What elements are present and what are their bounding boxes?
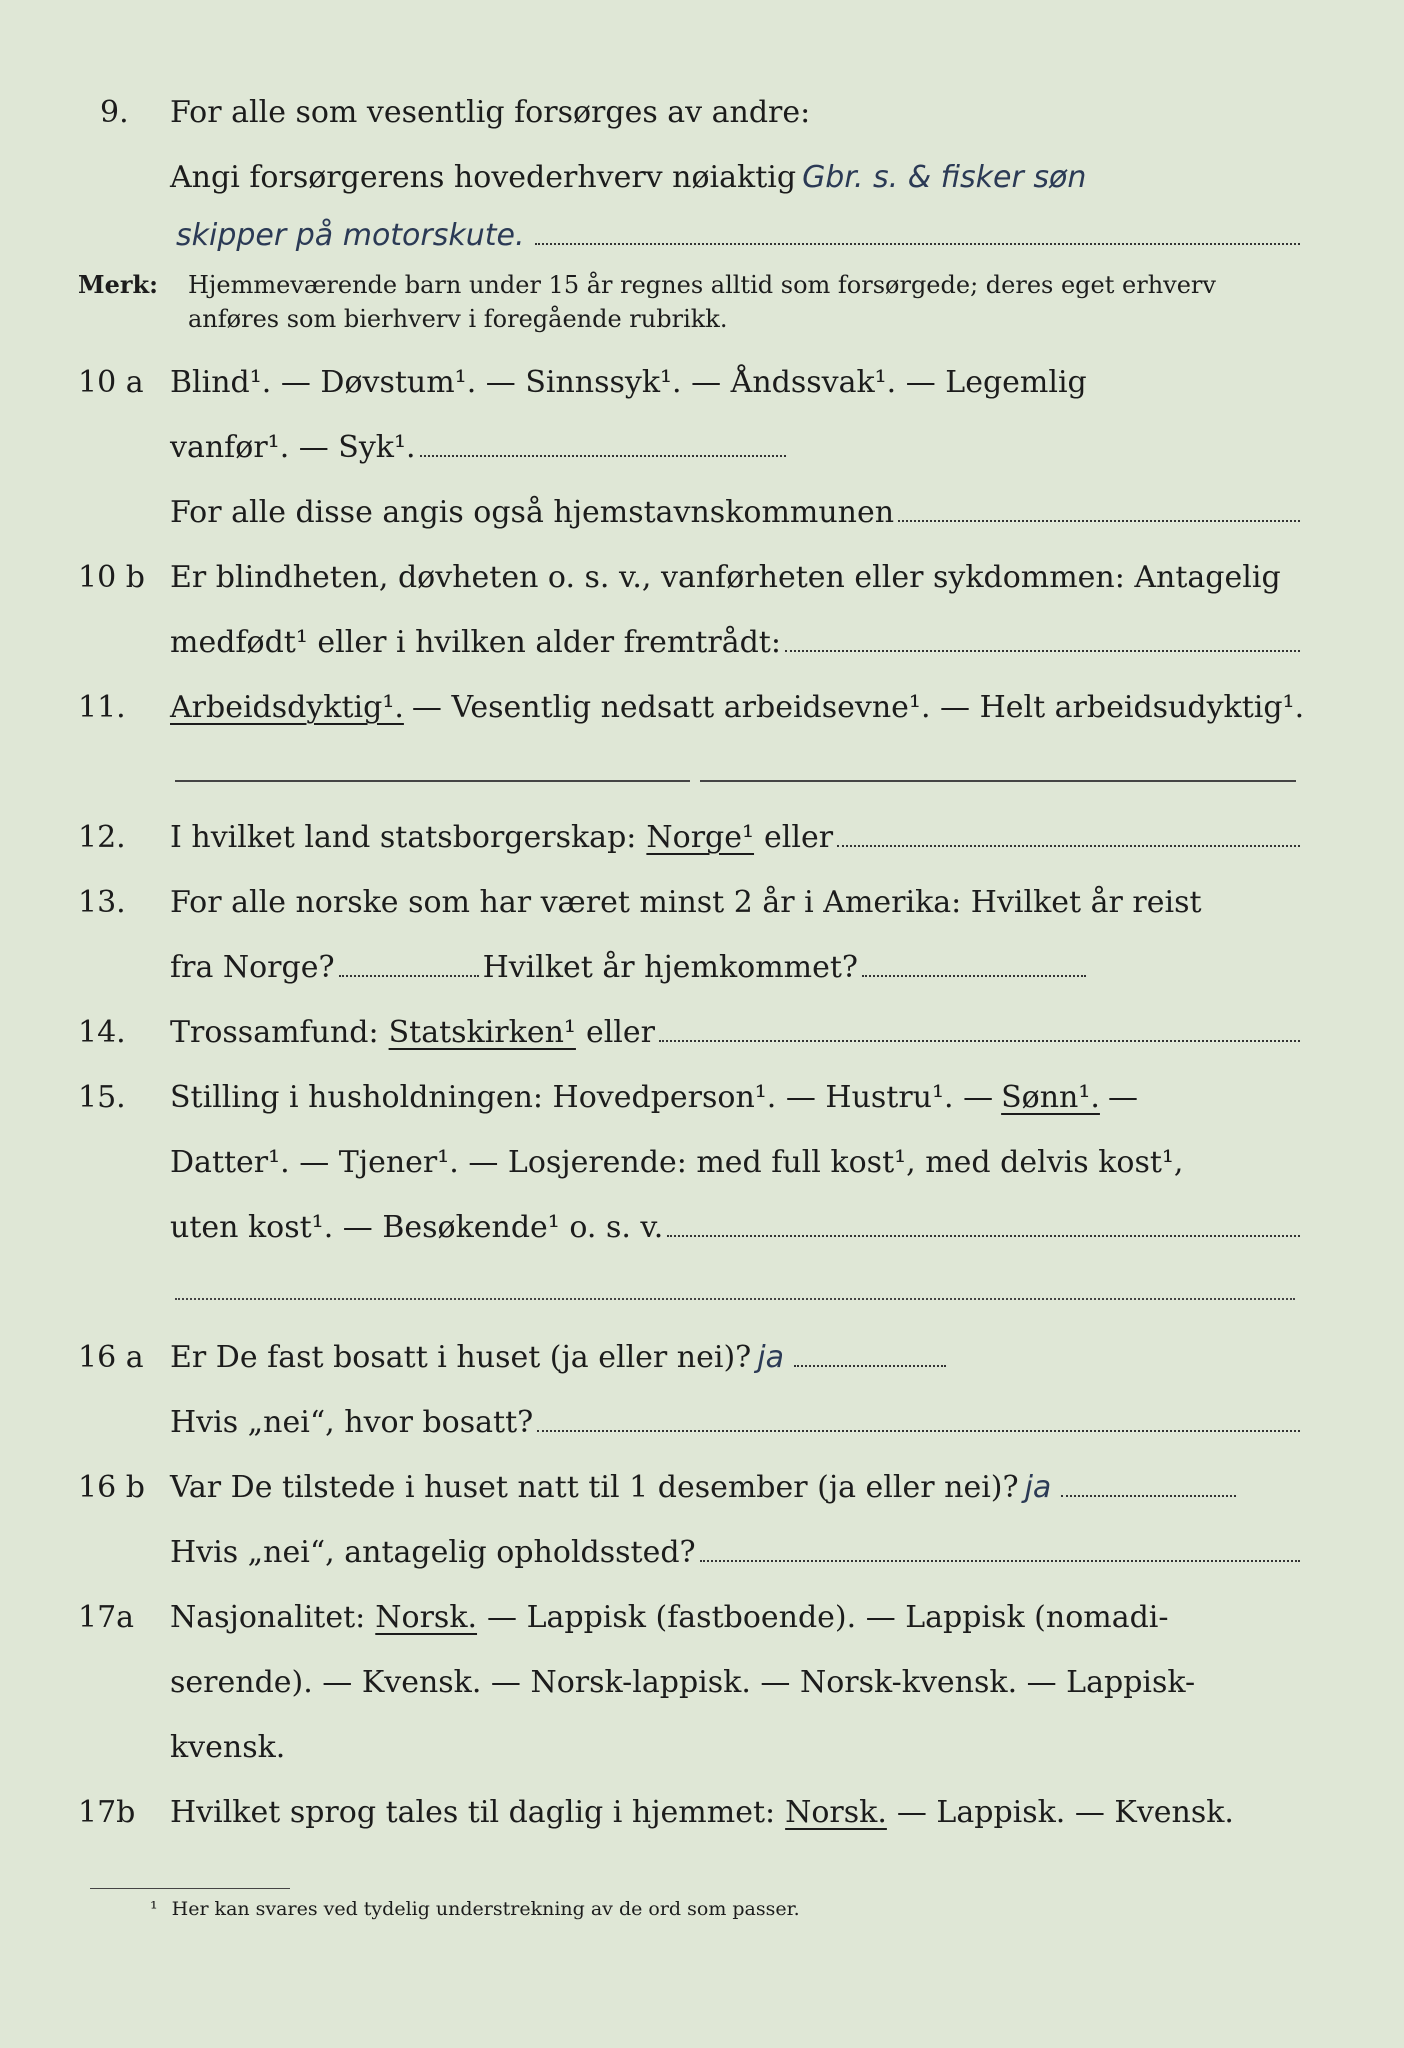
handwritten-answer[interactable]: ja [1024,1470,1052,1505]
answer-line [535,242,1300,245]
question-text: fra Norge? [170,950,335,985]
question-text: Hvis „nei“, hvor bosatt? [170,1405,534,1440]
answer-line [794,1364,946,1367]
question-text: Er blindheten, døvheten o. s. v., vanførheten eller sykdommen: Antagelig [170,560,1281,595]
question-text: I hvilket land statsborgerskap: [170,820,637,855]
question-10b-line-2 [78,625,1304,660]
question-text: Stilling i husholdningen: Hovedperson¹. — Hustru¹. — [170,1080,994,1115]
question-text: uten kost¹. — Besøkende¹ o. s. v. [170,1210,664,1245]
answer-line [700,1559,1300,1562]
question-text: kvensk. [170,1730,286,1765]
option-norsk[interactable]: Norsk. [785,1795,887,1830]
option-norge[interactable]: Norge¹ [646,820,755,855]
question-text: Angi forsørgerens hovederhverv nøiaktig [170,160,797,195]
question-17a-line-3 [78,1730,1304,1765]
question-number: 10 b [78,560,145,595]
question-text: Nasjonalitet: [170,1600,366,1635]
question-text: — Lappisk. — Kvensk. [896,1795,1234,1830]
question-text: Hvis „nei“, antagelig opholdssted? [170,1535,696,1570]
question-number: 10 a [78,365,144,400]
question-9-line-2 [100,160,1304,195]
answer-line [420,454,786,457]
answer-line [898,519,1300,522]
footnote-divider [90,1888,290,1889]
question-16a-line-2 [78,1405,1304,1440]
footnote-text: Her kan svares ved tydelig understrekning av de ord som passer. [171,1898,800,1920]
answer-line [175,1298,1295,1300]
answer-line [785,649,1300,652]
question-text: medfødt¹ eller i hvilken alder fremtrådt: [170,625,781,660]
question-17a-line-2 [78,1665,1304,1700]
question-16b-line-2 [78,1535,1304,1570]
question-text: eller [764,820,834,855]
option-norsk[interactable]: Norsk. [375,1600,478,1635]
question-13-line-2 [78,950,1304,985]
note-line-1 [78,270,1304,299]
question-16b-line-1 [78,1470,1304,1505]
question-text: vanfør¹. — Syk¹. [170,430,416,465]
note-line-2 [78,305,1304,333]
footnote [150,1898,1304,1920]
question-number: 16 b [78,1470,145,1505]
question-9-line-3 [100,218,1304,253]
question-11 [78,690,1304,725]
question-text: Blind¹. — Døvstum¹. — Sinnssyk¹. — Åndssvak¹. — Legemlig [170,365,1087,400]
option-statskirken[interactable]: Statskirken¹ [388,1015,576,1050]
question-text: Hvilket sprog tales til daglig i hjemmet: [170,1795,776,1830]
question-15-line-3 [78,1210,1304,1245]
question-10a-line-3 [78,495,1304,530]
question-15-line-2 [78,1145,1304,1180]
answer-line [659,1039,1300,1042]
question-text: serende). — Kvensk. — Norsk-lappisk. — Norsk-kvensk. — Lappisk- [170,1665,1196,1700]
question-17a-line-1 [78,1600,1304,1635]
question-text: For alle norske som har været minst 2 år i Amerika: Hvilket år reist [170,885,1202,920]
question-number: 17a [78,1600,135,1635]
question-15-line-1 [78,1080,1304,1115]
question-number: 11. [78,690,126,725]
question-number: 12. [78,820,126,855]
handwritten-answer[interactable]: skipper på motorskute. [176,218,525,253]
note-text: Hjemmeværende barn under 15 år regnes alltid som forsørgede; deres eget erhverv [188,271,1216,299]
question-text: For alle disse angis også hjemstavnskommunen [170,495,895,530]
question-text: Er De fast bosatt i huset (ja eller nei)? [170,1340,752,1375]
option-arbeidsdyktig[interactable]: Arbeidsdyktig¹. [170,690,404,725]
answer-line [667,1234,1300,1237]
question-13-line-1 [78,885,1304,920]
question-number: 16 a [78,1340,144,1375]
note-text: anføres som bierhverv i foregående rubrikk. [188,305,728,333]
answer-line [1061,1494,1236,1497]
question-text: — [1107,1080,1138,1115]
question-10a-line-1 [78,365,1304,400]
option-sonn[interactable]: Sønn¹. [1001,1080,1100,1115]
question-number: 14. [78,1015,126,1050]
question-text: Datter¹. — Tjener¹. — Losjerende: med full kost¹, med delvis kost¹, [170,1145,1184,1180]
question-number: 13. [78,885,126,920]
question-16a-line-1 [78,1340,1304,1375]
question-number: 9. [100,95,129,130]
question-number: 17b [78,1795,136,1830]
answer-line [862,974,1086,977]
question-10a-line-2 [78,430,1304,465]
answer-line [700,780,1296,782]
question-17b [78,1795,1304,1830]
question-text: For alle som vesentlig forsørges av andre: [170,95,811,130]
answer-line [175,780,690,782]
question-text: — Lappisk (fastboende). — Lappisk (nomadi- [487,1600,1169,1635]
question-text: eller [585,1015,655,1050]
question-12 [78,820,1304,855]
question-14 [78,1015,1304,1050]
answer-line [339,974,479,977]
handwritten-answer[interactable]: Gbr. s. & fisker søn [802,160,1087,195]
handwritten-answer[interactable]: ja [757,1340,784,1375]
question-9-line-1 [100,95,1304,130]
question-text: Trossamfund: [170,1015,379,1050]
question-10b-line-1 [78,560,1304,595]
question-text: Var De tilstede i huset natt til 1 desember (ja eller nei)? [170,1470,1019,1505]
question-number: 15. [78,1080,126,1115]
footnote-mark: ¹ [150,1898,158,1920]
note-label: Merk: [78,270,158,299]
question-text: — Vesentlig nedsatt arbeidsevne¹. — Helt arbeidsudyktig¹. [411,690,1305,725]
answer-line [537,1429,1300,1432]
answer-line [837,844,1300,847]
question-text: Hvilket år hjemkommet? [482,950,859,985]
